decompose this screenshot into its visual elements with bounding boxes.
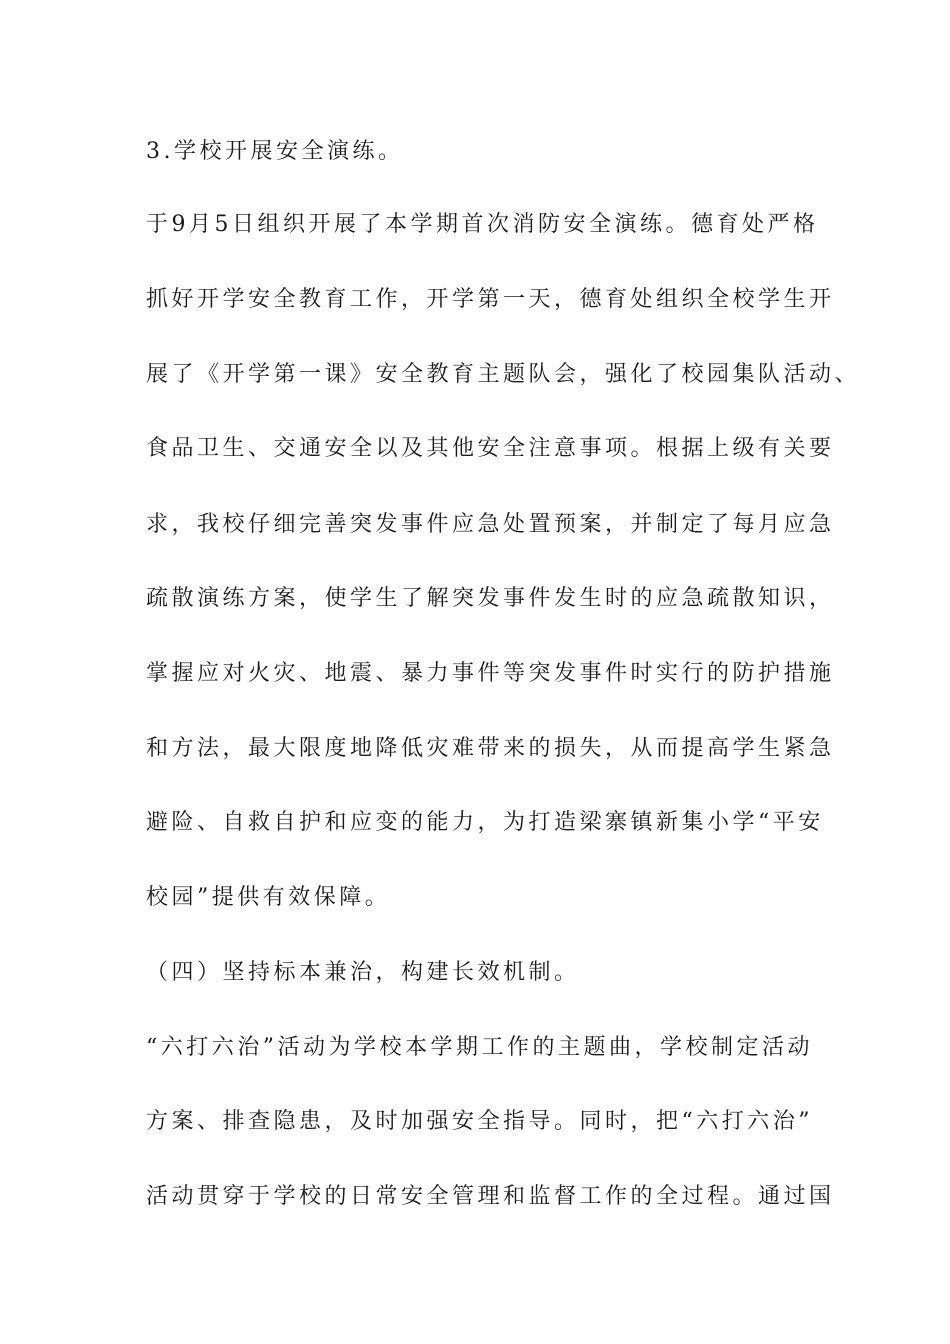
paragraph-line: “六打六治”活动为学校本学期工作的主题曲，学校制定活动 xyxy=(146,1035,813,1060)
paragraph-line: 避险、自救自护和应变的能力，为打造梁寨镇新集小学“平安 xyxy=(146,810,824,835)
paragraph-line: 方案、排查隐患，及时加强安全指导。同时，把“六打六治” xyxy=(146,1109,813,1134)
paragraph-line: 于9月5日组织开展了本学期首次消防安全演练。德育处严格 xyxy=(146,212,819,237)
paragraph-line: 食品卫生、交通安全以及其他安全注意事项。根据上级有关要 xyxy=(146,436,835,461)
paragraph-line: 抓好开学安全教育工作，开学第一天，德育处组织全校学生开 xyxy=(146,287,835,312)
paragraph-line: 展了《开学第一课》安全教育主题队会，强化了校园集队活动、 xyxy=(146,362,861,387)
paragraph-line: 疏散演练方案，使学生了解突发事件发生时的应急疏散知识， xyxy=(146,586,835,611)
section-heading-safety-drill: 3.学校开展安全演练。 xyxy=(146,139,404,164)
paragraph-line: 校园”提供有效保障。 xyxy=(146,885,391,910)
paragraph-line: 活动贯穿于学校的日常安全管理和监督工作的全过程。通过国 xyxy=(146,1184,835,1209)
section-heading-four: （四）坚持标本兼治，构建长效机制。 xyxy=(146,960,580,985)
paragraph-line: 和方法，最大限度地降低灾难带来的损失，从而提高学生紧急 xyxy=(146,736,835,761)
paragraph-line: 求，我校仔细完善突发事件应急处置预案，并制定了每月应急 xyxy=(146,512,835,537)
paragraph-line: 掌握应对火灾、地震、暴力事件等突发事件时实行的防护措施 xyxy=(146,661,835,686)
